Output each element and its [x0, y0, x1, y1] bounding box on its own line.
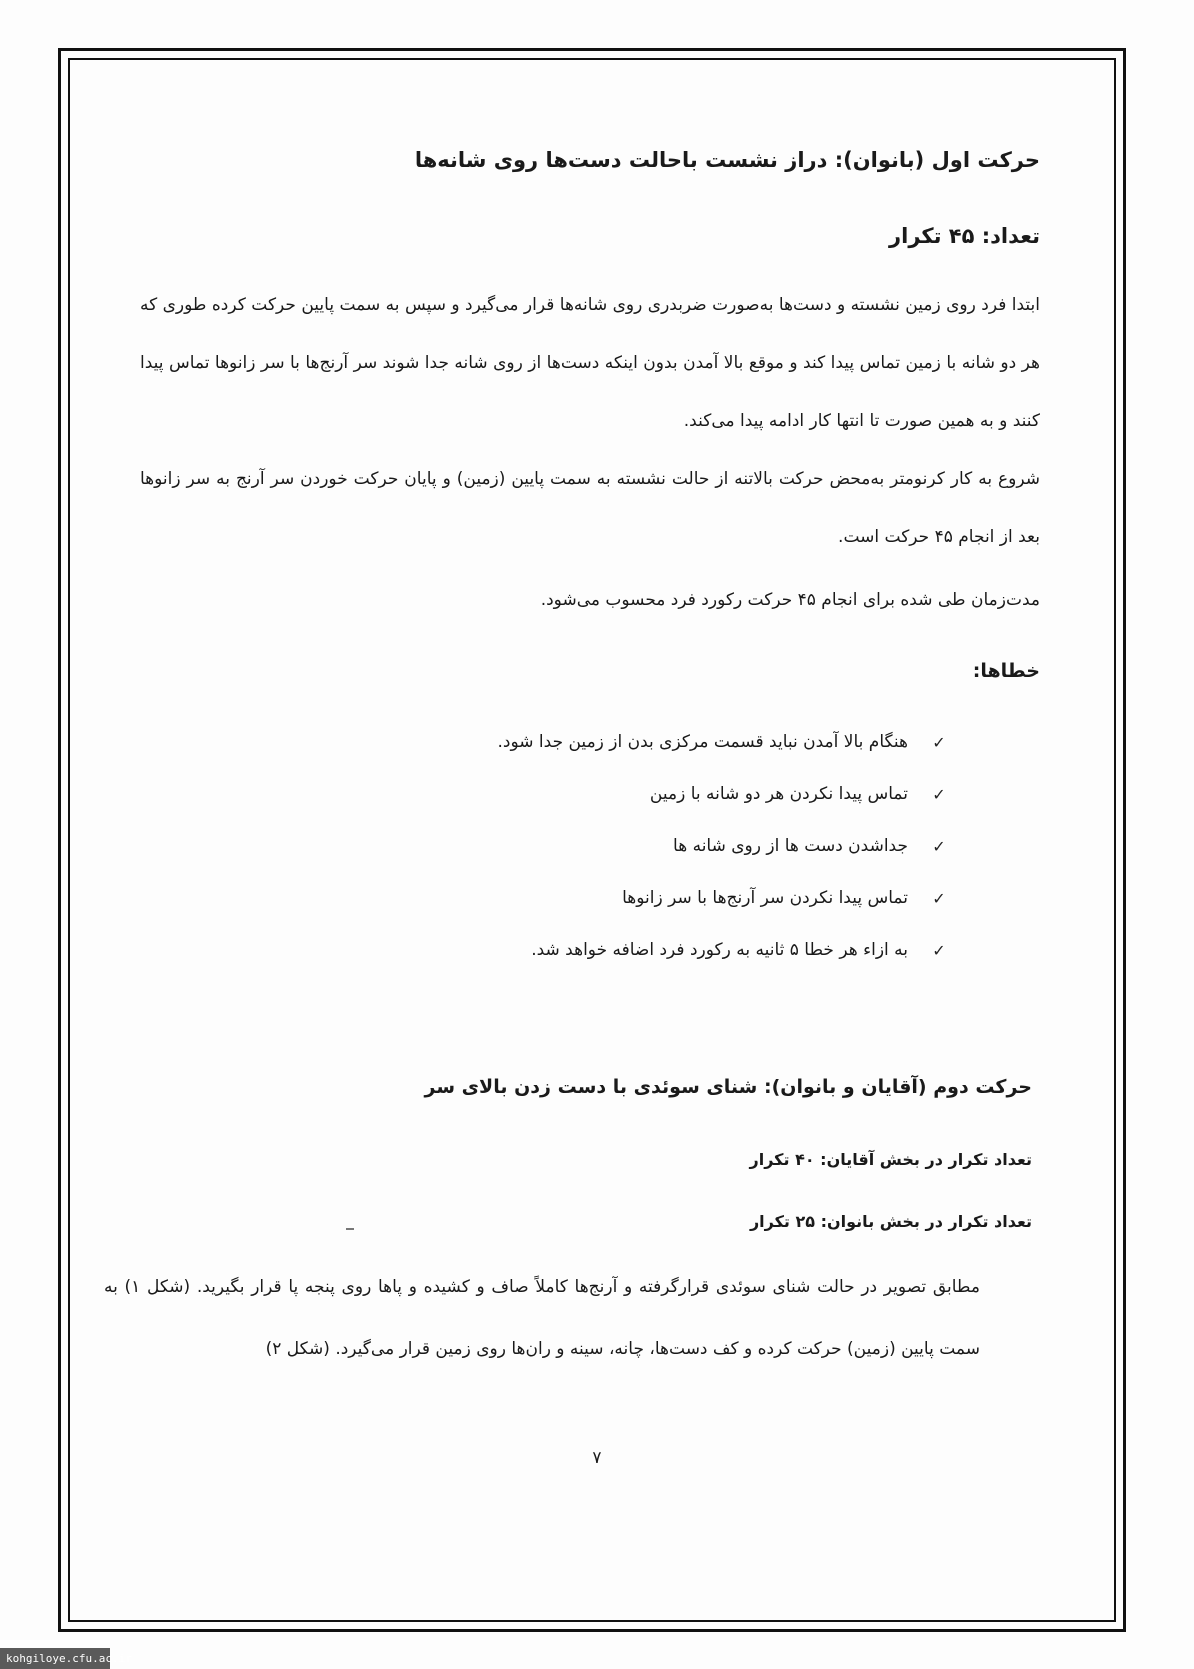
section2-title: حرکت دوم (آقایان و بانوان): شنای سوئدی با دست زدن بالای سر [424, 1076, 1032, 1098]
section1-count: تعداد: ۴۵ تکرار [889, 224, 1040, 248]
section1-paragraph-3: مدت‌زمان طی شده برای انجام ۴۵ حرکت رکورد فرد محسوب می‌شود. [540, 590, 1040, 610]
section1-paragraph-1: ابتدا فرد روی زمین نشسته و دست‌ها به‌صورت ضربدری روی شانه‌ها قرار می‌گیرد و سپس به سمت پایین حرکت کرده طوری که هر دو شانه با زمین تماس پیدا کند و موقع بالا آمدن بدون اینکه دست‌ها از روی شانه جدا شوند سر آرنج‌ها با سر زانوها تماس پیدا کنند و به همین صورت تا انتها کار ادامه پیدا می‌کند. [140, 295, 1040, 431]
errors-heading: خطاها: [972, 660, 1040, 682]
section1-title: حرکت اول (بانوان): دراز نشست باحالت دست‌ها روی شانه‌ها [414, 148, 1040, 172]
checkmark-icon: ✓ [932, 940, 946, 960]
scan-speck [346, 1228, 354, 1230]
checkmark-icon: ✓ [932, 732, 946, 752]
footer-url: kohgiloye.cfu.ac.ir [0, 1648, 110, 1669]
error-item: ✓ به ازاء هر خطا ۵ ثانیه به رکورد فرد اضافه خواهد شد. [140, 924, 950, 976]
error-item: ✓ جداشدن دست ها از روی شانه ها [140, 820, 950, 872]
error-item: ✓ هنگام بالا آمدن نباید قسمت مرکزی بدن از زمین جدا شود. [140, 716, 950, 768]
checkmark-icon: ✓ [932, 888, 946, 908]
page-number: ۷ [592, 1448, 602, 1468]
error-item: ✓ تماس پیدا نکردن هر دو شانه با زمین [140, 768, 950, 820]
section1-paragraph-2: شروع به کار کرنومتر به‌محض حرکت بالاتنه از حالت نشسته به سمت پایین (زمین) و پایان حرکت خوردن سر آرنج به سر زانوها بعد از انجام ۴۵ حرکت است. [140, 469, 1040, 547]
checkmark-icon: ✓ [932, 784, 946, 804]
section2-count-men: تعداد تکرار در بخش آقایان: ۴۰ تکرار [749, 1150, 1032, 1169]
checkmark-icon: ✓ [932, 836, 946, 856]
section2-paragraph-1: مطابق تصویر در حالت شنای سوئدی قرارگرفته و آرنج‌ها کاملاً صاف و کشیده و پاها روی پنجه پا قرار بگیرید. (شکل ۱) به سمت پایین (زمین) حرکت کرده و کف دست‌ها، چانه، سینه و ران‌ها روی زمین قرار می‌گیرد. (شکل ۲) [104, 1277, 980, 1359]
errors-list [140, 716, 950, 976]
section2-count-women: تعداد تکرار در بخش بانوان: ۲۵ تکرار [749, 1212, 1032, 1231]
error-item: ✓ تماس پیدا نکردن سر آرنج‌ها با سر زانوها [140, 872, 950, 924]
